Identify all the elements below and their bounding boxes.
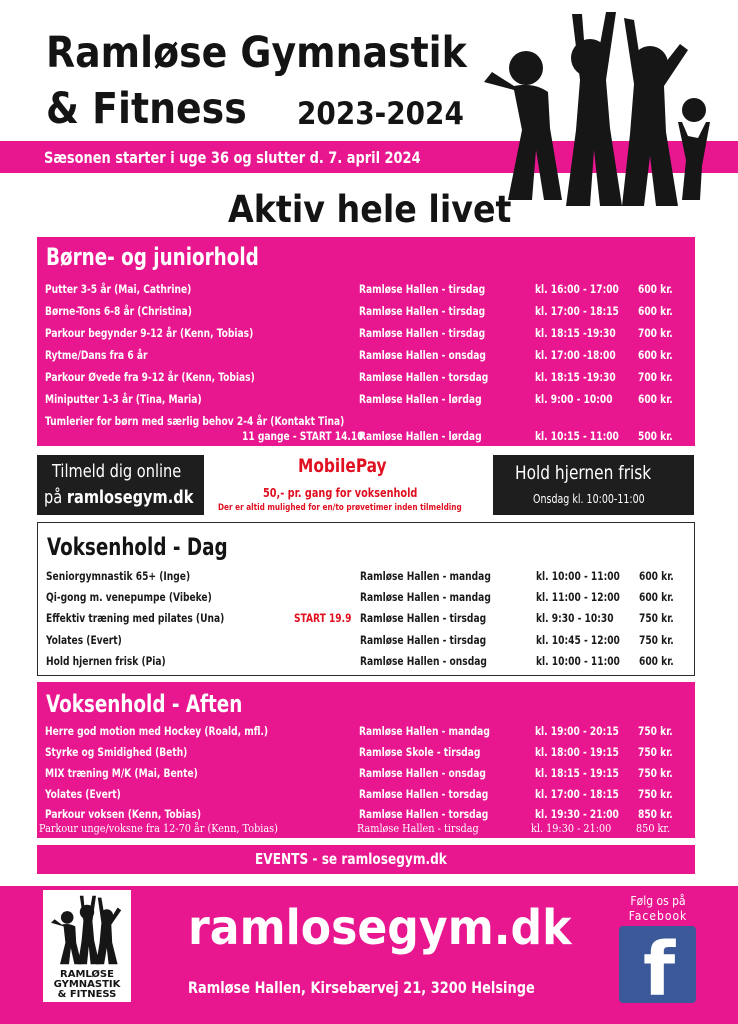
- table-row: [38, 654, 696, 674]
- address: Ramløse Hallen, Kirsebærvej 21, 3200 Helsinge: [188, 978, 535, 997]
- class-time: kl. 17:00 - 18:15: [535, 304, 619, 318]
- class-name: Styrke og Smidighed (Beth): [45, 745, 188, 759]
- logo-gymnasts-icon: [47, 894, 127, 966]
- table-row: [37, 348, 695, 368]
- class-name: Effektiv træning med pilates (Una): [46, 611, 225, 625]
- class-name: Tumlerier for børn med særlig behov 2-4 år (Kontakt Tina): [45, 414, 345, 428]
- club-logo: [43, 890, 131, 1002]
- class-name: Qi-gong m. venepumpe (Vibeke): [46, 590, 212, 604]
- table-row: [37, 370, 695, 390]
- class-price: 600 kr.: [639, 654, 674, 668]
- class-price: 600 kr.: [639, 569, 674, 583]
- class-name: Rytme/Dans fra 6 år: [45, 348, 148, 362]
- class-time: kl. 10:15 - 11:00: [535, 429, 619, 443]
- class-venue: Ramløse Hallen - tirsdag: [359, 282, 486, 296]
- class-name: Parkour voksen (Kenn, Tobias): [45, 807, 202, 821]
- signup-link[interactable]: ramlosegym.dk: [66, 487, 194, 508]
- class-time: kl. 10:00 - 11:00: [536, 654, 620, 668]
- adult-evening-panel: [37, 682, 695, 838]
- class-price: 600 kr.: [638, 392, 673, 406]
- class-venue: Ramløse Hallen - torsdag: [359, 370, 489, 384]
- table-row: [37, 326, 695, 346]
- class-venue: Ramløse Hallen - onsdag: [359, 348, 486, 362]
- table-row: [37, 282, 695, 302]
- class-price: 750 kr.: [638, 745, 673, 759]
- season-text: Sæsonen starter i uge 36 og slutter d. 7. april 2024: [44, 148, 421, 167]
- class-venue: Ramløse Hallen - torsdag: [359, 787, 489, 801]
- table-row: [37, 392, 695, 412]
- logo-line3: & FITNESS: [57, 989, 117, 1000]
- table-row: [37, 745, 695, 765]
- adult-day-panel: [37, 522, 695, 676]
- brain-subtitle: Onsdag kl. 10:00-11:00: [533, 492, 645, 506]
- signup-line1: Tilmeld dig online: [52, 461, 182, 482]
- class-time: kl. 11:00 - 12:00: [536, 590, 620, 604]
- events-bar[interactable]: [37, 845, 695, 874]
- table-row: [38, 633, 696, 653]
- class-time: kl. 17:00 -18:00: [535, 348, 616, 362]
- logo-line2: GYMNASTIK: [53, 979, 121, 990]
- class-time: kl. 17:00 - 18:15: [535, 787, 619, 801]
- table-row: [37, 766, 695, 786]
- class-price: 750 kr.: [639, 611, 674, 625]
- table-row: [38, 590, 696, 610]
- follow-text: [608, 894, 708, 924]
- class-name: Yolates (Evert): [45, 787, 121, 801]
- class-time: kl. 16:00 - 17:00: [535, 282, 619, 296]
- children-panel: [37, 237, 695, 446]
- class-price: 750 kr.: [638, 766, 673, 780]
- footer: [0, 886, 738, 1024]
- class-venue: Ramløse Hallen - tirsdag: [359, 304, 486, 318]
- class-venue: Ramløse Hallen - lørdag: [359, 392, 482, 406]
- class-price: 500 kr.: [638, 429, 673, 443]
- class-name: Hold hjernen frisk (Pia): [46, 654, 166, 668]
- class-time: kl. 18:15 - 19:15: [535, 766, 619, 780]
- table-row: [37, 724, 695, 744]
- follow-line1: Følg os på: [630, 894, 686, 908]
- class-name: Herre god motion med Hockey (Roald, mfl.): [45, 724, 269, 738]
- slogan: Aktiv hele livet: [228, 188, 512, 231]
- class-venue: Ramløse Hallen - mandag: [360, 590, 491, 604]
- class-venue: Ramløse Hallen - mandag: [359, 724, 490, 738]
- class-price: 600 kr.: [638, 304, 673, 318]
- class-price: 600 kr.: [638, 348, 673, 362]
- class-venue: Ramløse Hallen - lørdag: [359, 429, 482, 443]
- class-price: 750 kr.: [639, 633, 674, 647]
- adult-evening-panel-title: Voksenhold - Aften: [46, 690, 243, 718]
- page-title-line2: & Fitness: [46, 84, 247, 134]
- class-time: kl. 19:30 - 21:00: [531, 822, 612, 835]
- class-venue: Ramløse Hallen - tirsdag: [359, 326, 486, 340]
- website-link[interactable]: ramlosegym.dk: [188, 900, 572, 956]
- mobilepay-note: Der er altid mulighed for en/to prøvetimer inden tilmelding: [218, 503, 462, 513]
- children-panel-title: Børne- og juniorhold: [46, 243, 259, 271]
- facebook-icon[interactable]: [619, 926, 696, 1013]
- class-time: kl. 9:30 - 10:30: [536, 611, 614, 625]
- class-time: kl. 10:00 - 11:00: [536, 569, 620, 583]
- logo-line1: RAMLØSE: [60, 969, 114, 980]
- brain-title: Hold hjernen frisk: [515, 462, 652, 484]
- class-venue: Ramløse Hallen - onsdag: [360, 654, 487, 668]
- class-time: kl. 9:00 - 10:00: [535, 392, 613, 406]
- class-name: Seniorgymnastik 65+ (Inge): [46, 569, 191, 583]
- class-time: kl. 19:00 - 20:15: [535, 724, 619, 738]
- class-name: Miniputter 1-3 år (Tina, Maria): [45, 392, 202, 406]
- gymnasts-silhouette-icon: [474, 10, 714, 210]
- class-name: Parkour unge/voksne fra 12-70 år (Kenn, Tobias): [39, 822, 278, 835]
- mobilepay-title: MobilePay: [298, 455, 387, 477]
- class-time: kl. 18:15 -19:30: [535, 370, 616, 384]
- class-name: Yolates (Evert): [46, 633, 122, 647]
- class-name: MIX træning M/K (Mai, Bente): [45, 766, 198, 780]
- page-title-line1: Ramløse Gymnastik: [46, 28, 467, 78]
- class-venue: Ramløse Hallen - tirsdag: [357, 822, 479, 835]
- class-venue: Ramløse Hallen - mandag: [360, 569, 491, 583]
- class-time: kl. 18:00 - 19:15: [535, 745, 619, 759]
- class-name: Parkour begynder 9-12 år (Kenn, Tobias): [45, 326, 254, 340]
- class-venue: Ramløse Hallen - tirsdag: [360, 611, 487, 625]
- class-price: 850 kr.: [638, 807, 673, 821]
- class-note: 11 gange - START 14.10: [242, 429, 364, 443]
- table-row-tumlerier: [37, 429, 695, 449]
- class-time: kl. 18:15 -19:30: [535, 326, 616, 340]
- class-price: 600 kr.: [638, 282, 673, 296]
- table-row: [37, 787, 695, 807]
- events-link[interactable]: EVENTS - se ramlosegym.dk: [255, 850, 447, 868]
- signup-box[interactable]: [37, 455, 204, 515]
- mobilepay-price: 50,- pr. gang for voksenhold: [263, 486, 418, 500]
- class-price: 850 kr.: [636, 822, 671, 835]
- class-price: 700 kr.: [638, 326, 673, 340]
- class-venue: Ramløse Hallen - tirsdag: [360, 633, 487, 647]
- table-row-extra: [37, 822, 695, 842]
- class-venue: Ramløse Hallen - torsdag: [359, 807, 489, 821]
- class-time: kl. 19:30 - 21:00: [535, 807, 619, 821]
- class-price: 700 kr.: [638, 370, 673, 384]
- class-price: 600 kr.: [639, 590, 674, 604]
- follow-line2: Facebook: [628, 909, 688, 923]
- class-venue: Ramløse Skole - tirsdag: [359, 745, 481, 759]
- signup-line2: på ramlosegym.dk: [44, 487, 194, 508]
- class-name: Parkour Øvede fra 9-12 år (Kenn, Tobias): [45, 370, 255, 384]
- adult-day-panel-title: Voksenhold - Dag: [47, 533, 228, 561]
- class-time: kl. 10:45 - 12:00: [536, 633, 620, 647]
- facebook-glyph: f: [643, 927, 676, 1013]
- table-row: [38, 611, 696, 631]
- class-price: 750 kr.: [638, 787, 673, 801]
- class-name: Børne-Tons 6-8 år (Christina): [45, 304, 192, 318]
- class-start-badge: START 19.9: [294, 611, 352, 625]
- table-row: [38, 569, 696, 589]
- brain-box: [493, 455, 694, 515]
- table-row: [37, 304, 695, 324]
- season-year: 2023-2024: [297, 96, 464, 132]
- class-name: Putter 3-5 år (Mai, Cathrine): [45, 282, 192, 296]
- class-price: 750 kr.: [638, 724, 673, 738]
- class-venue: Ramløse Hallen - onsdag: [359, 766, 486, 780]
